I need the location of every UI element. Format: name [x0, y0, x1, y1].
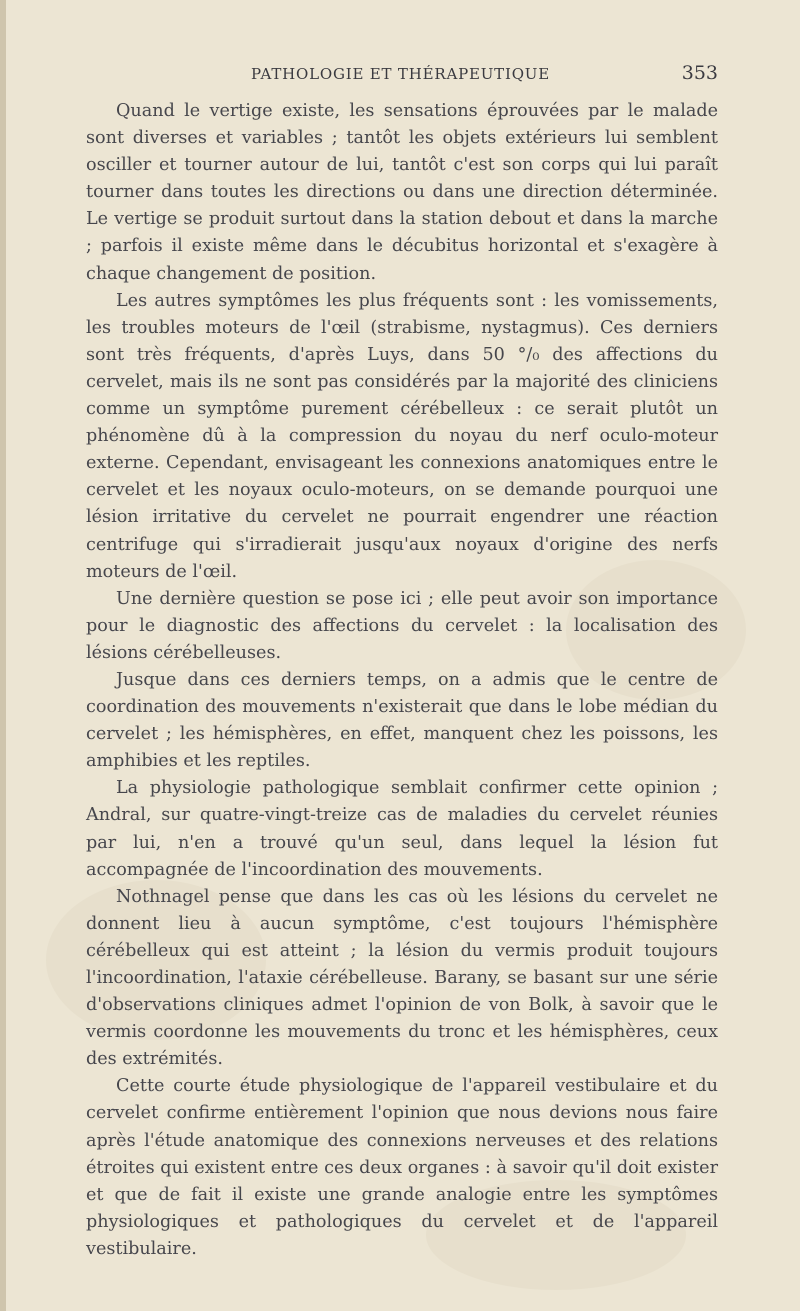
paragraph: Jusque dans ces derniers temps, on a admis que le centre de coordination des mouvements n'existerait que dans le lobe médian du cervelet ; les hémisphères, en effet, manquent chez les poissons, les amphibies et les reptiles. — [86, 669, 718, 772]
paragraph: Nothnagel pense que dans les cas où les lésions du cervelet ne donnent lieu à aucun symptôme, c'est toujours l'hémisphère cérébelleux qui est atteint ; la lésion du vermis produit toujours l'incoordination, l'ataxie cérébelleuse. Barany, se basant sur une série d'observations cliniques admet l'opinion de von Bolk, à savoir que le vermis coordonne les mouvements du tronc et les hémisphères, ceux des extrémités. — [86, 886, 718, 1070]
page-header — [86, 62, 718, 86]
paragraph: Les autres symptômes les plus fréquents sont : les vomissements, les troubles moteurs de l'œil (strabisme, nystagmus). Ces derniers sont très fréquents, d'après Luys, dans 50 °/₀ des affections du cervelet, mais ils ne sont pas considérés par la majorité des cliniciens comme un symptôme purement cérébelleux : ce serait plutôt un phénomène dû à la compression du noyau du nerf oculo-moteur externe. Cependant, envisageant les connexions anatomiques entre le cervelet et les noyaux oculo-moteurs, on se demande pourquoi une lésion irritative du cervelet ne pourrait engendrer une réaction centrifuge qui s'irradierait jusqu'aux noyaux d'origine des nerfs moteurs de l'œil. — [86, 290, 718, 582]
paragraph: Quand le vertige existe, les sensations éprouvées par le malade sont diverses et variables ; tantôt les objets extérieurs lui semblent osciller et tourner autour de lui, tantôt c'est son corps qui lui paraît tourner dans toutes les directions ou dans une direction déterminée. Le vertige se produit surtout dans la station debout et dans la marche ; parfois il existe même dans le décubitus horizontal et s'exagère à chaque changement de position. — [86, 101, 718, 284]
paragraph: La physiologie pathologique semblait confirmer cette opinion ; Andral, sur quatre-vingt-treize cas de maladies du cervelet réunies par lui, n'en a trouvé qu'un seul, dans lequel la lésion fut accompagnée de l'incoordination des mouvements. — [86, 778, 718, 880]
paragraph: Une dernière question se pose ici ; elle peut avoir son importance pour le diagnostic des affections du cervelet : la localisation des lésions cérébelleuses. — [86, 588, 718, 663]
paragraph: Cette courte étude physiologique de l'appareil vestibulaire et du cervelet confirme entièrement l'opinion que nous devions nous faire après l'étude anatomique des connexions nerveuses et des relations étroites qui existent entre ces deux organes : à savoir qu'il doit exister et que de fait il existe une grande analogie entre les symptômes physiologiques et pathologiques du cervelet et de l'appareil vestibulaire. — [86, 1076, 718, 1259]
body-text — [86, 98, 718, 1263]
running-title: PATHOLOGIE ET THÉRAPEUTIQUE — [251, 65, 550, 83]
page-number: 353 — [681, 62, 718, 84]
